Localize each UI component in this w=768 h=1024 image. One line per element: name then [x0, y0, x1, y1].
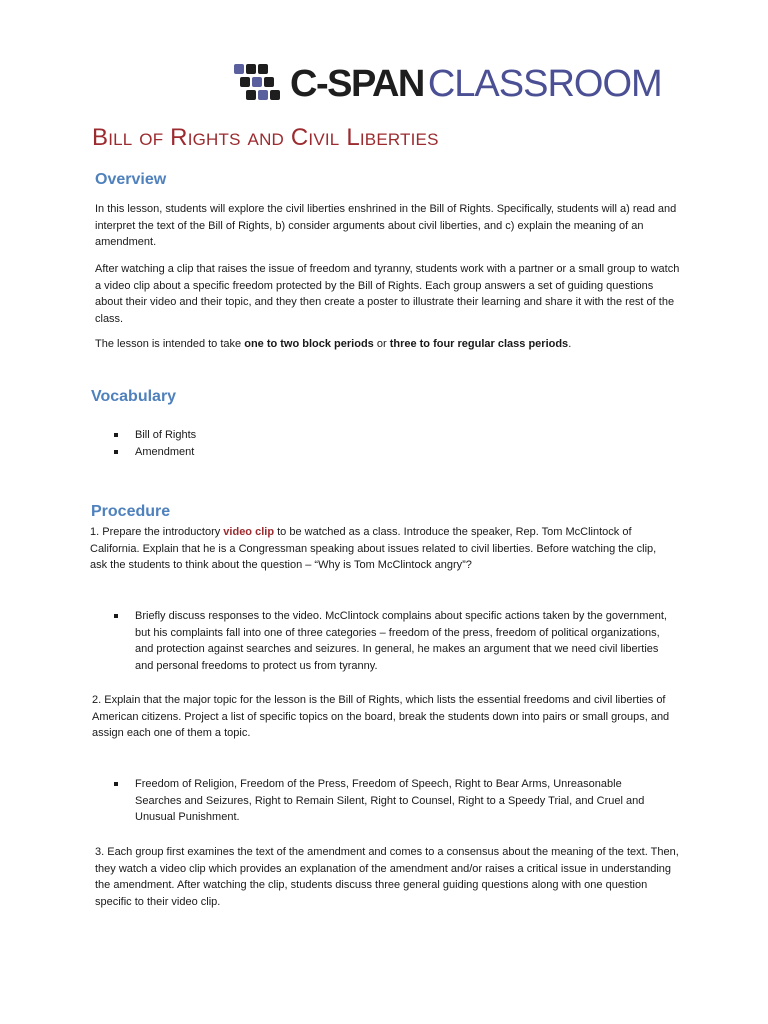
- procedure-step-1-bullets: [113, 608, 668, 674]
- logo-cspan-text: C-SPAN: [290, 63, 424, 105]
- procedure-step-2: 2. Explain that the major topic for the lesson is the Bill of Rights, which lists the essential freedoms and civil liberties of American citizens. Project a list of specific topics on the board, break the students down into pairs or small groups, and assign each one of them a topic.: [92, 694, 670, 739]
- vocab-term: Amendment: [135, 445, 195, 458]
- cspan-squares-icon: [232, 60, 288, 108]
- step1-text-post: to be watched as a class. Introduce the speaker, Rep. Tom McClintock of California. Explain that he is a Congressman speaking about issues related to civil liberties. Before watching the clip, ask the students to think about the question – “Why is Tom McClintock angry”?: [90, 526, 657, 571]
- overview-heading: Overview: [95, 171, 167, 188]
- bullet-square-icon: [114, 614, 118, 618]
- vocab-term: Bill of Rights: [135, 429, 197, 441]
- bullet-text: Freedom of Religion, Freedom of the Press, Freedom of Speech, Right to Bear Arms, Unreasonable Searches and Seizures, Right to Remain Silent, Right to Counsel, Right to a Speedy Trial, and Cruel and Unusual Punishment.: [135, 778, 645, 823]
- page-title: Bill of Rights and Civil Liberties: [92, 124, 439, 151]
- procedure-step-2-bullets: [113, 776, 668, 826]
- p3-text-pre: The lesson is intended to take: [95, 338, 245, 350]
- logo-classroom-text: CLASSROOM: [427, 63, 662, 105]
- step1-text-pre: 1. Prepare the introductory: [90, 526, 224, 538]
- vocabulary-list: [113, 427, 196, 460]
- p3-text-end: .: [568, 338, 572, 350]
- overview-paragraph-2: After watching a clip that raises the issue of freedom and tyranny, students work with a partner or a small group to watch a video clip about a specific freedom protected by the Bill of Rights. Each group answers a set of guiding questions about their video and their topic, and they then create a poster to illustrate their learning and share it with the rest of the class.: [95, 263, 680, 325]
- list-item: [113, 444, 196, 461]
- bullet-text: Briefly discuss responses to the video. McClintock complains about specific actions taken by the government, but his complaints fall into one of three categories – freedom of the press, freedom of political organizations, and protection against searches and seizures. In general, he makes an argument that we need civil liberties and personal freedoms to protect us from tyranny.: [135, 610, 667, 672]
- vocabulary-heading: Vocabulary: [91, 388, 177, 405]
- list-item: [113, 427, 196, 444]
- overview-paragraph-3: [95, 336, 680, 353]
- list-item: [113, 776, 668, 826]
- video-clip-link[interactable]: video clip: [223, 526, 275, 538]
- procedure-step-3: 3. Each group first examines the text of the amendment and comes to a consensus about the meaning of the text. Then, they watch a video clip which provides an explanation of the amendment and/or raises a critical issue in understanding the amendment. After watching the clip, students discuss three general guiding questions along with one question specific to their video clip.: [95, 846, 679, 908]
- overview-paragraph-1: In this lesson, students will explore the civil liberties enshrined in the Bill of Rights. Specifically, students will a) read and interpret the text of the Bill of Rights, b) consider arguments about civil liberties, and c) explain the meaning of an amendment.: [95, 203, 677, 248]
- p3-bold-block-periods: one to two block periods: [244, 338, 374, 350]
- bullet-square-icon: [114, 782, 118, 786]
- procedure-heading: Procedure: [91, 503, 171, 520]
- cspan-classroom-logo: [232, 58, 662, 110]
- bullet-square-icon: [114, 450, 118, 454]
- p3-text-mid: or: [373, 338, 390, 350]
- bullet-square-icon: [114, 433, 118, 437]
- list-item: [113, 608, 668, 674]
- p3-bold-class-periods: three to four regular class periods: [389, 338, 569, 350]
- procedure-step-1: [90, 524, 675, 574]
